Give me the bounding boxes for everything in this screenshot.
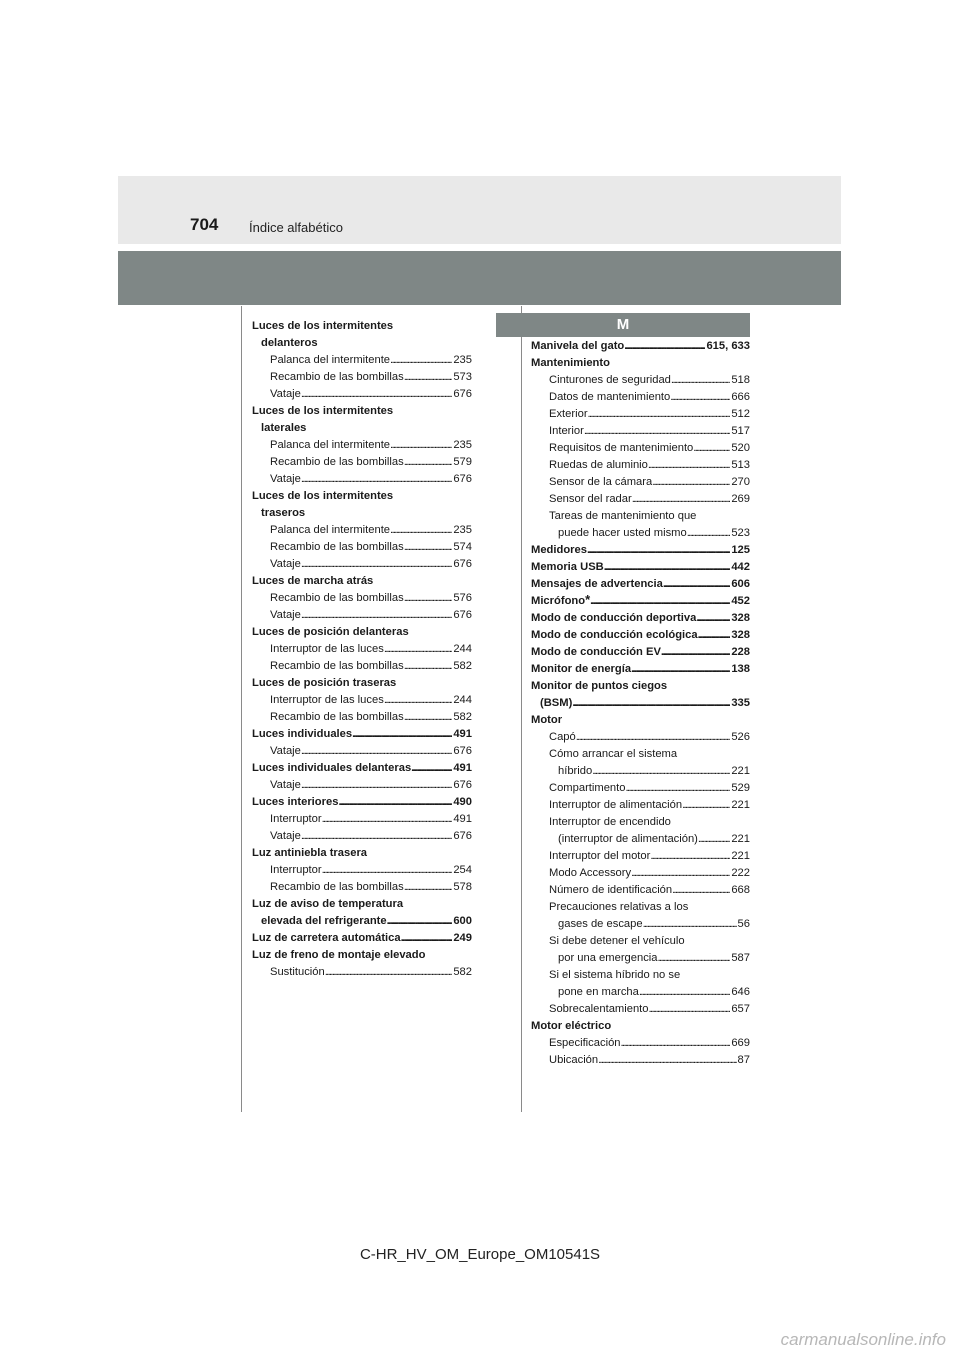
index-entry-page: 512 (731, 408, 750, 420)
index-entry (252, 437, 472, 454)
index-column-left (252, 318, 472, 981)
index-entry-label: Compartimento (549, 782, 626, 794)
dot-leader (598, 1052, 736, 1069)
dot-leader (671, 372, 730, 389)
index-entry (531, 610, 750, 627)
dot-leader (301, 777, 452, 794)
index-entry-label: Interruptor del motor (549, 850, 651, 862)
index-heading: Si el sistema híbrido no se (549, 969, 681, 981)
index-heading: Luz de aviso de temperatura (252, 898, 404, 910)
index-entry (531, 644, 750, 661)
index-entry-page: 491 (453, 728, 472, 740)
index-entry-page: 221 (731, 850, 750, 862)
dot-leader (572, 695, 730, 712)
dot-leader (672, 882, 730, 899)
index-entry-label: Modo de conducción deportiva (531, 612, 697, 624)
index-entry-page: 578 (453, 881, 472, 893)
dot-leader (682, 797, 730, 814)
index-entry-page: 235 (453, 439, 472, 451)
index-entry-page: 452 (731, 595, 750, 607)
index-entry (531, 457, 750, 474)
index-entry-page: 270 (731, 476, 750, 488)
index-entry (531, 695, 750, 712)
index-heading: Motor (531, 714, 563, 726)
dot-leader (632, 491, 731, 508)
index-entry (252, 590, 472, 607)
index-entry-page: 491 (453, 813, 472, 825)
index-entry (531, 440, 750, 457)
index-entry-page: 235 (453, 524, 472, 536)
index-entry (252, 454, 472, 471)
index-entry-page: 249 (453, 932, 472, 944)
dot-leader (404, 658, 453, 675)
index-entry-page: 517 (731, 425, 750, 437)
index-heading: Luces de los intermitentes (252, 490, 394, 502)
index-entry-page: 582 (453, 711, 472, 723)
index-entry (252, 828, 472, 845)
header-band (118, 176, 841, 244)
index-entry-label: Sobrecalentamiento (549, 1003, 649, 1015)
index-entry-page: 587 (731, 952, 750, 964)
index-entry-page: 491 (453, 762, 472, 774)
index-entry-page: 442 (731, 561, 750, 573)
index-entry-label: Sensor de la cámara (549, 476, 653, 488)
index-entry-label: Interruptor de alimentación (549, 799, 683, 811)
index-entry-page: 676 (453, 558, 472, 570)
dot-leader (698, 831, 730, 848)
dot-leader (322, 811, 453, 828)
watermark: carmanualsonline.info (780, 1330, 946, 1349)
index-entry-page: 676 (453, 473, 472, 485)
index-entry (531, 338, 750, 355)
index-entry-label: híbrido (558, 765, 593, 777)
index-entry-label: Palanca del intermitente (270, 354, 391, 366)
index-entry (252, 386, 472, 403)
index-entry (252, 352, 472, 369)
dot-leader (384, 692, 453, 709)
index-column-right (531, 338, 750, 1069)
section-letter-bar: M (496, 313, 750, 337)
index-entry (252, 743, 472, 760)
index-entry (531, 848, 750, 865)
index-entry-label: Sustitución (270, 966, 325, 978)
index-entry-page: 646 (731, 986, 750, 998)
index-entry-page: 669 (731, 1037, 750, 1049)
index-entry-label: Vataje (270, 558, 301, 570)
dot-leader (404, 590, 453, 607)
index-heading: Si debe detener el vehículo (549, 935, 685, 947)
index-heading: Luces de los intermitentes (252, 405, 394, 417)
index-entry-label: Recambio de las bombillas (270, 541, 404, 553)
index-entry-label: Luces interiores (252, 796, 339, 808)
index-entry-page: 573 (453, 371, 472, 383)
index-entry (252, 811, 472, 828)
index-entry-label: Datos de mantenimiento (549, 391, 671, 403)
index-entry-label: Exterior (549, 408, 588, 420)
dot-leader (404, 709, 453, 726)
index-entry-page: 244 (453, 694, 472, 706)
index-entry-label: Recambio de las bombillas (270, 881, 404, 893)
index-entry-page: 676 (453, 745, 472, 757)
dot-leader (592, 763, 730, 780)
index-entry (531, 729, 750, 746)
dot-leader (693, 440, 730, 457)
index-entry-label: Manivela del gato (531, 340, 625, 352)
index-entry-label: (interruptor de alimentación) (558, 833, 698, 845)
index-entry-label: Medidores (531, 544, 587, 556)
index-entry-page: 657 (731, 1003, 750, 1015)
index-entry-label: Interruptor (270, 813, 322, 825)
document-footer: C-HR_HV_OM_Europe_OM10541S (359, 1246, 601, 1263)
dot-leader (631, 865, 730, 882)
index-entry (252, 658, 472, 675)
dot-leader (301, 607, 452, 624)
index-entry-label: Recambio de las bombillas (270, 456, 404, 468)
page-number: 704 (190, 215, 219, 234)
index-entry-label: Palanca del intermitente (270, 524, 391, 536)
index-entry-label: Interruptor de las luces (270, 643, 384, 655)
index-entry (252, 777, 472, 794)
index-entry-label: Ubicación (549, 1054, 599, 1066)
index-entry-label: Número de identificación (549, 884, 673, 896)
index-entry-page: 328 (731, 612, 750, 624)
dot-leader (390, 352, 452, 369)
dot-leader (401, 930, 453, 947)
index-heading: Luces de posición traseras (252, 677, 397, 689)
index-entry-label: puede hacer usted mismo (558, 527, 687, 539)
dot-leader (643, 916, 737, 933)
index-entry-page: 254 (453, 864, 472, 876)
dot-leader (698, 627, 731, 644)
index-entry-label: Mensajes de advertencia (531, 578, 663, 590)
index-heading: Motor eléctrico (531, 1020, 612, 1032)
index-entry-label: Especificación (549, 1037, 621, 1049)
index-heading: Tareas de mantenimiento que (549, 510, 697, 522)
dot-leader (648, 457, 730, 474)
index-entry-label: gases de escape (558, 918, 643, 930)
dot-leader (663, 576, 730, 593)
index-heading: Interruptor de encendido (549, 816, 671, 828)
index-entry (531, 950, 750, 967)
index-entry (252, 794, 472, 811)
index-entry-page: 87 (737, 1054, 750, 1066)
dot-leader (390, 522, 452, 539)
index-entry-page: 125 (731, 544, 750, 556)
index-heading: Precauciones relativas a los (549, 901, 689, 913)
index-entry-label: Vataje (270, 830, 301, 842)
dot-leader (338, 794, 452, 811)
dot-leader (390, 437, 452, 454)
index-entry-page: 676 (453, 779, 472, 791)
middle-divider (521, 306, 522, 1112)
index-entry-page: 574 (453, 541, 472, 553)
index-entry (252, 607, 472, 624)
index-entry-label: Ruedas de aluminio (549, 459, 648, 471)
index-entry-label: Modo Accessory (549, 867, 632, 879)
index-entry (531, 797, 750, 814)
dot-leader (301, 556, 452, 573)
dot-leader (621, 1035, 731, 1052)
dot-leader (411, 760, 452, 777)
index-entry-page: 526 (731, 731, 750, 743)
index-entry-page: 523 (731, 527, 750, 539)
dot-leader (588, 406, 731, 423)
index-entry-page: 228 (731, 646, 750, 658)
index-heading: traseros (261, 507, 306, 519)
index-entry (252, 930, 472, 947)
index-entry (531, 661, 750, 678)
index-entry-label: Micrófono (531, 595, 586, 607)
index-entry (531, 627, 750, 644)
dot-leader (652, 474, 730, 491)
index-entry-label: Luces individuales (252, 728, 353, 740)
dot-leader (325, 964, 453, 981)
index-entry (252, 692, 472, 709)
index-entry-label: Capó (549, 731, 576, 743)
index-entry (531, 423, 750, 440)
index-entry (531, 372, 750, 389)
dot-leader (404, 539, 453, 556)
index-entry (531, 831, 750, 848)
index-entry-label: Recambio de las bombillas (270, 711, 404, 723)
index-entry-page: 666 (731, 391, 750, 403)
index-entry (531, 882, 750, 899)
index-entry-page: 56 (737, 918, 750, 930)
index-entry (252, 556, 472, 573)
index-entry-label: Vataje (270, 473, 301, 485)
dot-leader (625, 780, 730, 797)
dot-leader (301, 471, 452, 488)
index-entry (252, 964, 472, 981)
index-entry-label: por una emergencia (558, 952, 658, 964)
index-entry (252, 641, 472, 658)
index-heading: Luces de los intermitentes (252, 320, 394, 332)
index-entry: Micrófono * . . . 452 (531, 593, 750, 610)
index-entry (252, 369, 472, 386)
index-entry (531, 491, 750, 508)
index-entry (252, 913, 472, 930)
dot-leader (587, 542, 730, 559)
index-entry-label: Palanca del intermitente (270, 439, 391, 451)
dot-leader (404, 454, 453, 471)
index-entry (252, 760, 472, 777)
index-entry-page: 513 (731, 459, 750, 471)
dot-leader (384, 641, 453, 658)
index-entry (531, 525, 750, 542)
dot-leader (404, 369, 453, 386)
index-entry-page: 518 (731, 374, 750, 386)
dot-leader (696, 610, 730, 627)
index-entry-page: 221 (731, 799, 750, 811)
index-entry-label: Vataje (270, 745, 301, 757)
index-heading: Monitor de puntos ciegos (531, 680, 668, 692)
index-entry-page: 676 (453, 609, 472, 621)
index-entry-page: 579 (453, 456, 472, 468)
dot-leader (631, 661, 730, 678)
index-entry-page: 222 (731, 867, 750, 879)
index-heading: Luz antiniebla trasera (252, 847, 368, 859)
index-entry-page: 606 (731, 578, 750, 590)
index-entry (531, 406, 750, 423)
index-heading: Cómo arrancar el sistema (549, 748, 678, 760)
index-entry-page: 221 (731, 765, 750, 777)
index-entry-label: elevada del refrigerante (261, 915, 387, 927)
dot-leader (649, 1001, 731, 1018)
dot-leader (590, 593, 730, 610)
index-entry (252, 879, 472, 896)
dot-leader (301, 743, 452, 760)
index-entry-label: Luz de carretera automática (252, 932, 401, 944)
index-entry-label: pone en marcha (558, 986, 639, 998)
dot-leader (624, 338, 705, 355)
index-entry (531, 576, 750, 593)
index-entry-label: Recambio de las bombillas (270, 660, 404, 672)
index-entry (252, 726, 472, 743)
dot-leader (576, 729, 731, 746)
index-entry (531, 763, 750, 780)
index-entry-page: 335 (731, 697, 750, 709)
index-entry-label: Vataje (270, 388, 301, 400)
index-entry-page: 244 (453, 643, 472, 655)
dot-leader (322, 862, 453, 879)
index-entry-page: 328 (731, 629, 750, 641)
index-entry (252, 522, 472, 539)
index-heading: Luces de posición delanteras (252, 626, 409, 638)
index-entry (531, 916, 750, 933)
index-entry-page: 676 (453, 388, 472, 400)
index-entry-label: Modo de conducción ecológica (531, 629, 698, 641)
index-entry-page: 221 (731, 833, 750, 845)
index-entry (531, 780, 750, 797)
index-entry-page: 600 (453, 915, 472, 927)
dot-leader (301, 386, 452, 403)
index-entry (252, 539, 472, 556)
index-entry (252, 862, 472, 879)
index-entry (531, 1052, 750, 1069)
dot-leader (604, 559, 731, 576)
index-entry-page: 668 (731, 884, 750, 896)
index-entry (252, 471, 472, 488)
index-heading: Luz de freno de montaje elevado (252, 949, 426, 961)
index-entry-page: 235 (453, 354, 472, 366)
index-entry-label: Memoria USB (531, 561, 604, 573)
index-heading: delanteros (261, 337, 318, 349)
index-entry-page: 138 (731, 663, 750, 675)
page-title: Índice alfabético (249, 220, 343, 235)
index-entry-label: (BSM) (540, 697, 573, 709)
dot-leader (650, 848, 730, 865)
dot-leader (404, 879, 453, 896)
index-heading: Luces de marcha atrás (252, 575, 374, 587)
index-entry (531, 1001, 750, 1018)
index-entry-page: 582 (453, 966, 472, 978)
index-entry-label: Sensor del radar (549, 493, 632, 505)
dot-leader (639, 984, 730, 1001)
index-entry-page: 582 (453, 660, 472, 672)
index-heading: Mantenimiento (531, 357, 610, 369)
index-entry-label: Vataje (270, 779, 301, 791)
index-entry-label: Cinturones de seguridad (549, 374, 671, 386)
index-entry-page: 269 (731, 493, 750, 505)
index-entry-label: Interruptor de las luces (270, 694, 384, 706)
index-entry (531, 542, 750, 559)
index-entry-page: 490 (453, 796, 472, 808)
left-divider (241, 306, 242, 1112)
dot-leader (658, 950, 731, 967)
index-entry (531, 474, 750, 491)
index-entry (252, 709, 472, 726)
index-entry (531, 1035, 750, 1052)
dot-leader (352, 726, 452, 743)
index-entry-label: Modo de conducción EV (531, 646, 661, 658)
dot-leader (584, 423, 731, 440)
dot-leader (687, 525, 731, 542)
index-entry (531, 865, 750, 882)
index-entry (531, 389, 750, 406)
index-heading: laterales (261, 422, 307, 434)
header-dark-band (118, 251, 841, 305)
index-entry-label: Vataje (270, 609, 301, 621)
index-entry-label: Luces individuales delanteras (252, 762, 412, 774)
dot-leader (670, 389, 730, 406)
index-entry-page: 676 (453, 830, 472, 842)
index-entry-label: Recambio de las bombillas (270, 592, 404, 604)
index-entry (531, 559, 750, 576)
index-entry-label: Monitor de energía (531, 663, 632, 675)
index-entry-label: Requisitos de mantenimiento (549, 442, 694, 454)
index-entry-label: Interruptor (270, 864, 322, 876)
index-entry-page: 520 (731, 442, 750, 454)
index-entry-page: 529 (731, 782, 750, 794)
index-entry (531, 984, 750, 1001)
dot-leader (661, 644, 730, 661)
index-entry-page: 576 (453, 592, 472, 604)
dot-leader (301, 828, 452, 845)
index-entry-label: Recambio de las bombillas (270, 371, 404, 383)
dot-leader (387, 913, 453, 930)
index-entry-label: Interior (549, 425, 584, 437)
index-entry-page: 615, 633 (706, 340, 750, 352)
